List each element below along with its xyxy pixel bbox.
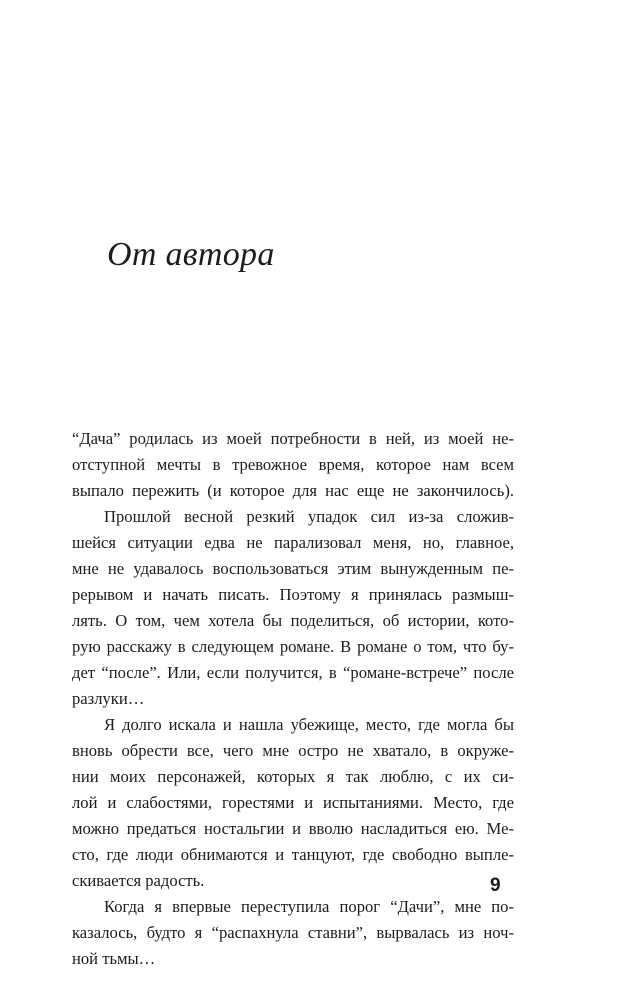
text-line: “Дача” родилась из моей потребности в ней, из моей не-: [72, 429, 514, 448]
text-line: можно предаться ностальгии и вволю насладиться ею. Ме-: [72, 819, 514, 838]
text-line: Я долго искала и нашла убежище, место, где могла бы: [104, 715, 514, 734]
text-line: выпало пережить (и которое для нас еще не закончилось).: [72, 481, 514, 500]
paragraph-1: [72, 426, 514, 504]
text-line: лой и слабостями, горестями и испытаниями. Место, где: [72, 793, 514, 812]
body-text: [72, 426, 514, 972]
text-line: мне не удавалось воспользоваться этим вынужденным пе-: [72, 559, 514, 578]
paragraph-4: [72, 894, 514, 972]
page-number: 9: [490, 875, 501, 896]
text-line: сто, где люди обнимаются и танцуют, где свободно выпле-: [72, 845, 514, 864]
text-line: ной тьмы…: [72, 949, 156, 968]
text-line: вновь обрести все, чего мне остро не хватало, в окруже-: [72, 741, 514, 760]
text-line: рерывом и начать писать. Поэтому я принялась размыш-: [72, 585, 514, 604]
paragraph-3: [72, 712, 514, 894]
text-line: Прошлой весной резкий упадок сил из-за сложив-: [104, 507, 514, 526]
text-line: казалось, будто я “распахнула ставни”, вырвалась из ноч-: [72, 923, 514, 942]
text-line: шейся ситуации едва не парализовал меня, но, главное,: [72, 533, 514, 552]
text-line: рую расскажу в следующем романе. В романе о том, что бу-: [72, 637, 514, 656]
text-line: разлуки…: [72, 689, 145, 708]
chapter-title: От автора: [107, 236, 275, 273]
text-line: дет “после”. Или, если получится, в “романе-встрече” после: [72, 663, 514, 682]
text-line: нии моих персонажей, которых я так люблю, с их си-: [72, 767, 514, 786]
text-line: скивается радость.: [72, 871, 205, 890]
text-line: Когда я впервые переступила порог “Дачи”, мне по-: [104, 897, 514, 916]
text-line: лять. О том, чем хотела бы поделиться, об истории, кото-: [72, 611, 514, 630]
text-line: отступной мечты в тревожное время, которое нам всем: [72, 455, 514, 474]
paragraph-2: [72, 504, 514, 712]
